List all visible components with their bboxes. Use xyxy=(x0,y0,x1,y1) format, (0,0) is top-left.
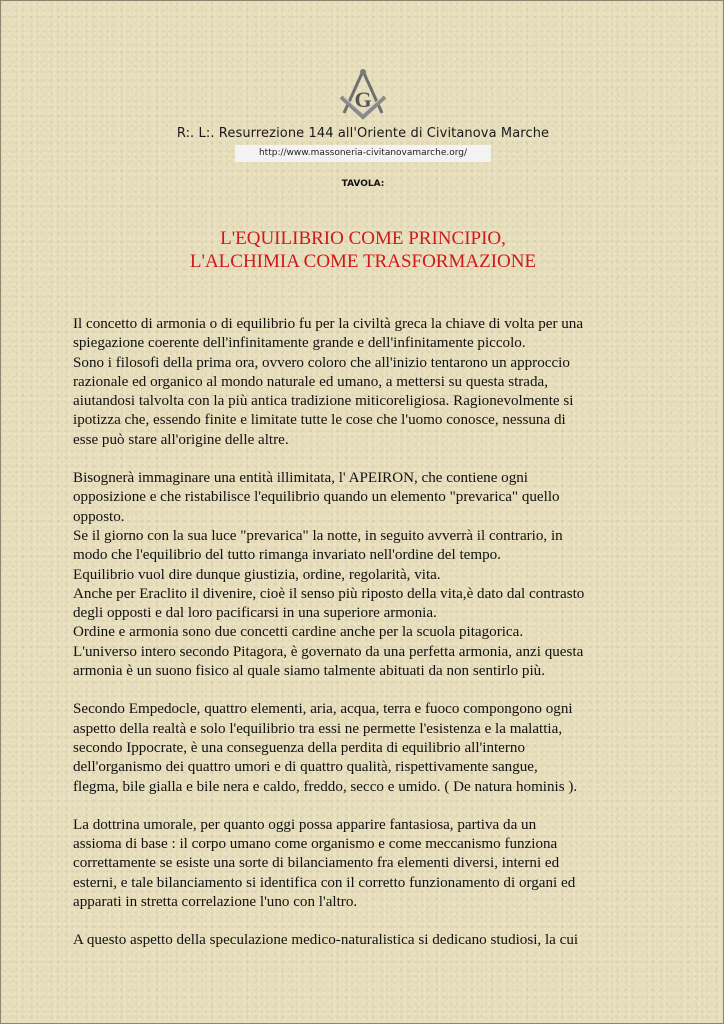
text-line: Bisognerà immaginare una entità illimitata, l' APEIRON, che contiene ogni xyxy=(73,470,529,487)
text-line: modo che l'equilibrio del tutto rimanga invariato nell'ordine del tempo. xyxy=(73,547,501,564)
lodge-title: R:. L:. Resurrezione 144 all'Oriente di Civitanova Marche xyxy=(176,126,550,141)
body-text xyxy=(73,315,663,970)
text-line: ipotizza che, essendo finite e limitate tutte le cose che l'uomo conosce, nessuna di xyxy=(73,412,566,429)
title-line-2: L'ALCHIMIA COME TRASFORMAZIONE xyxy=(189,251,537,272)
text-line: esse può stare all'origine delle altre. xyxy=(73,431,289,448)
text-line: Secondo Empedocle, quattro elementi, aria, acqua, terra e fuoco compongono ogni xyxy=(73,701,573,718)
text-line: assioma di base : il corpo umano come organismo e come meccanismo funziona xyxy=(73,836,558,853)
document-title xyxy=(1,227,724,273)
website-url[interactable]: http://www.massoneria-civitanovamarche.org/ xyxy=(235,145,491,162)
text-line: flegma, bile gialla e bile nera e caldo, freddo, secco e umido. ( De natura hominis ). xyxy=(73,778,578,795)
text-line: spiegazione coerente dell'infinitamente grande e dell'infinitamente piccolo. xyxy=(73,335,526,352)
title-line-1: L'EQUILIBRIO COME PRINCIPIO, xyxy=(220,228,506,249)
text-line: degli opposti e dal loro pacificarsi in una superiore armonia. xyxy=(73,605,437,622)
text-line: Sono i filosofi della prima ora, ovvero coloro che all'inizio tentarono un approccio xyxy=(73,354,570,371)
text-line: opposizione e che ristabilisce l'equilibrio quando un elemento "prevarica" quello xyxy=(73,489,560,506)
text-line: aiutandosi talvolta con la più antica tradizione miticoreligiosa. Ragionevolmente si xyxy=(73,393,574,410)
paragraph xyxy=(73,816,663,912)
text-line: razionale ed organico al mondo naturale ed umano, a mettersi su questa strada, xyxy=(73,373,549,390)
paragraph xyxy=(73,469,663,681)
text-line: L'universo intero secondo Pitagora, è governato da una perfetta armonia, anzi questa xyxy=(73,643,584,660)
text-line: A questo aspetto della speculazione medico-naturalistica si dedicano studiosi, la cui xyxy=(73,932,579,949)
text-line: secondo Ippocrate, è una conseguenza della perdita di equilibrio all'interno xyxy=(73,739,526,756)
text-line: Equilibrio vuol dire dunque giustizia, ordine, regolarità, vita. xyxy=(73,566,441,583)
text-line: armonia è un suono fisico al quale siamo talmente abituati da non sentirlo più. xyxy=(73,663,545,680)
tavola-label: TAVOLA: xyxy=(341,179,385,189)
text-line: esterni, e tale bilanciamento si identifica con il corretto funzionamento di organi ed xyxy=(73,874,576,891)
square-and-compass-icon xyxy=(335,67,391,121)
paragraph xyxy=(73,315,663,450)
text-line: Anche per Eraclito il divenire, cioè il senso più riposto della vita,è dato dal contrasto xyxy=(73,585,585,602)
paragraph xyxy=(73,700,663,796)
text-line: Il concetto di armonia o di equilibrio fu per la civiltà greca la chiave di volta per una xyxy=(73,316,584,332)
text-line: aspetto della realtà e solo l'equilibrio tra essi ne permette l'esistenza e la malattia, xyxy=(73,720,563,737)
text-line: dell'organismo dei quattro umori e di quattro qualità, rispettivamente sangue, xyxy=(73,759,538,776)
text-line: La dottrina umorale, per quanto oggi possa apparire fantasiosa, partiva da un xyxy=(73,816,537,833)
text-line: opposto. xyxy=(73,508,125,525)
text-line: apparati in stretta correlazione l'uno con l'altro. xyxy=(73,894,358,911)
text-line: Se il giorno con la sua luce "prevarica" la notte, in seguito avverrà il contrario, in xyxy=(73,527,563,544)
paragraph xyxy=(73,931,663,950)
text-line: Ordine e armonia sono due concetti cardine anche per la scuola pitagorica. xyxy=(73,624,524,641)
text-line: correttamente se esiste una sorte di bilanciamento fra elementi diversi, interni ed xyxy=(73,855,560,872)
emblem-letter: G xyxy=(354,87,372,112)
